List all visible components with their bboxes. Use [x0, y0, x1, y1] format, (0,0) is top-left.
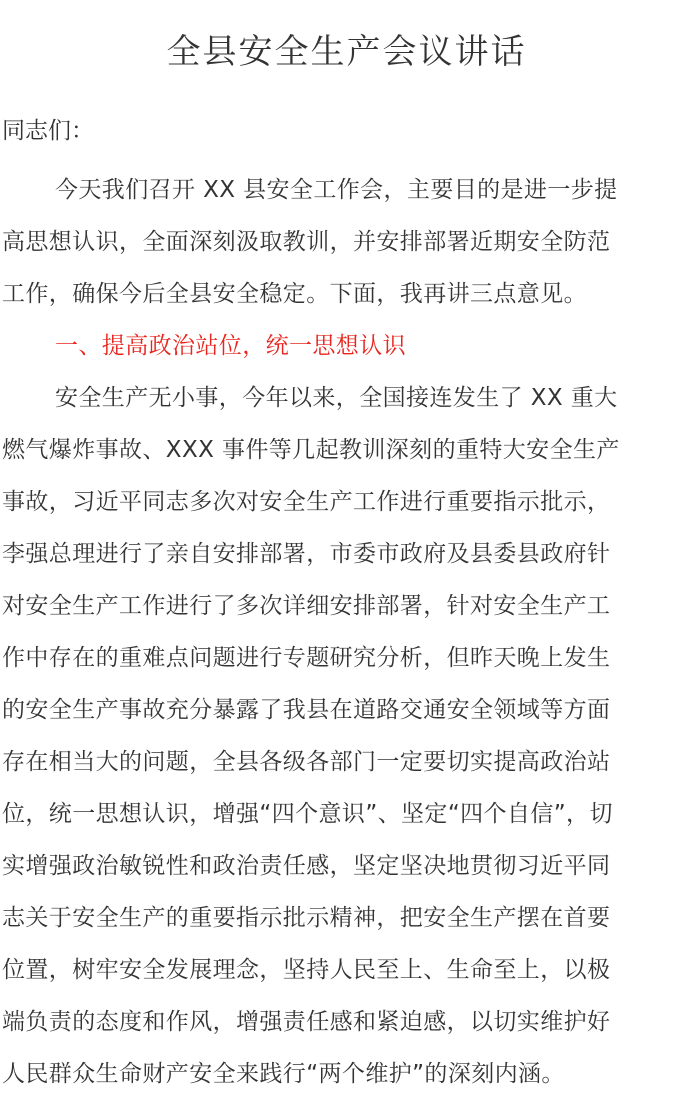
paragraph-line: 位，统一思想认识，增强“四个意识”、坚定“四个自信”，切: [2, 801, 613, 827]
paragraph-line: 高思想认识，全面深刻汲取教训，并安排部署近期安全防范: [2, 229, 611, 255]
paragraph-line: 位置，树牢安全发展理念，坚持人民至上、生命至上，以极: [2, 957, 611, 983]
section-heading: 一、提高政治站位，统一思想认识: [55, 333, 406, 359]
document-title: 全县安全生产会议讲话: [166, 32, 527, 72]
paragraph-line: 事故，习近平同志多次对安全生产工作进行重要指示批示，: [2, 489, 611, 515]
paragraph-line: 端负责的态度和作风，增强责任感和紧迫感，以切实维护好: [2, 1009, 611, 1035]
paragraph-line: 李强总理进行了亲自安排部署，市委市政府及县委县政府针: [2, 541, 611, 567]
paragraph-line: 志关于安全生产的重要指示批示精神，把安全生产摆在首要: [2, 905, 611, 931]
paragraph-line: 安全生产无小事，今年以来，全国接连发生了 XX 重大: [55, 385, 618, 411]
salutation: 同志们：: [2, 118, 94, 144]
paragraph-line: 的安全生产事故充分暴露了我县在道路交通安全领域等方面: [2, 697, 611, 723]
paragraph-line: 工作，确保今后全县安全稳定。下面，我再讲三点意见。: [2, 281, 587, 307]
paragraph-line: 人民群众生命财产安全来践行“两个维护”的深刻内涵。: [2, 1061, 565, 1087]
paragraph-line: 实增强政治敏锐性和政治责任感，坚定坚决地贯彻习近平同: [2, 853, 611, 879]
paragraph-line: 对安全生产工作进行了多次详细安排部署，针对安全生产工: [2, 593, 611, 619]
paragraph-line: 存在相当大的问题，全县各级各部门一定要切实提高政治站: [2, 749, 611, 775]
paragraph-line: 今天我们召开 XX 县安全工作会，主要目的是进一步提: [55, 177, 618, 203]
paragraph-line: 燃气爆炸事故、XXX 事件等几起教训深刻的重特大安全生产: [2, 437, 620, 463]
speech-body: [2, 164, 690, 1100]
paragraph-line: 作中存在的重难点问题进行专题研究分析，但昨天晚上发生: [2, 645, 611, 671]
